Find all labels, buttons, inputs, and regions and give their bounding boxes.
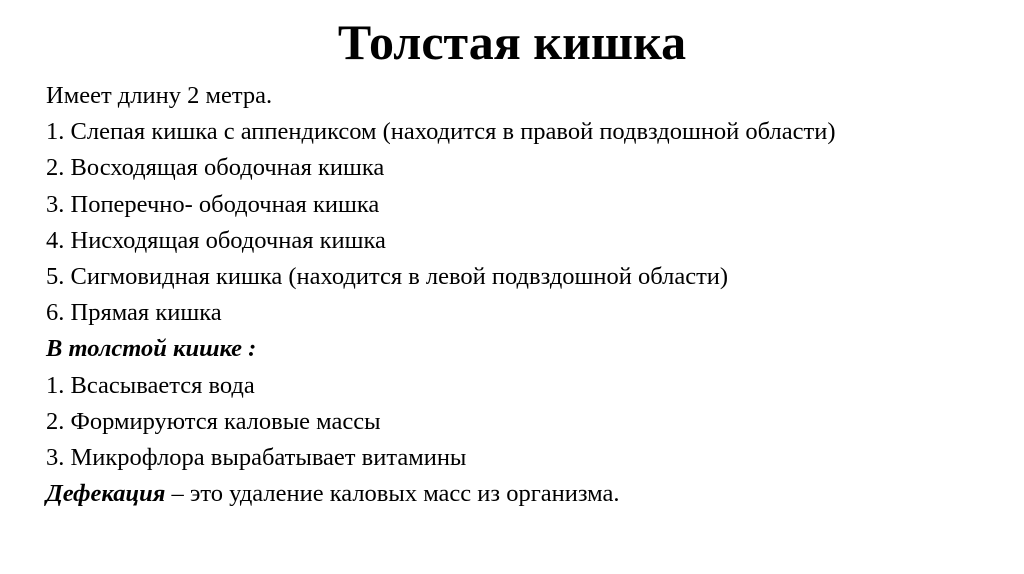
section-item: 4. Нисходящая ободочная кишка — [46, 226, 386, 254]
intro-line: Имеет длину 2 метра. — [46, 82, 273, 109]
defecation-text: – это удаление каловых масс из организма. — [165, 480, 620, 508]
functions-heading: В толстой кишке : — [46, 335, 257, 363]
function-item: 1. Всасывается вода — [46, 371, 255, 399]
section-item: 5. Сигмовидная кишка (находится в левой подвздошной области) — [46, 263, 729, 291]
slide-title: Толстая кишка — [337, 14, 687, 70]
defecation-term: Дефекация — [46, 480, 166, 508]
function-item: 2. Формируются каловые массы — [46, 407, 381, 435]
section-item: 1. Слепая кишка с аппендиксом (находится в правой подвздошной области) — [46, 118, 836, 146]
section-item: 3. Поперечно- ободочная кишка — [46, 190, 380, 218]
section-item: 6. Прямая кишка — [46, 299, 222, 327]
function-item: 3. Микрофлора вырабатывает витамины — [46, 444, 467, 472]
section-item: 2. Восходящая ободочная кишка — [46, 154, 385, 182]
defecation-line — [46, 476, 996, 512]
slide-body — [46, 78, 996, 512]
